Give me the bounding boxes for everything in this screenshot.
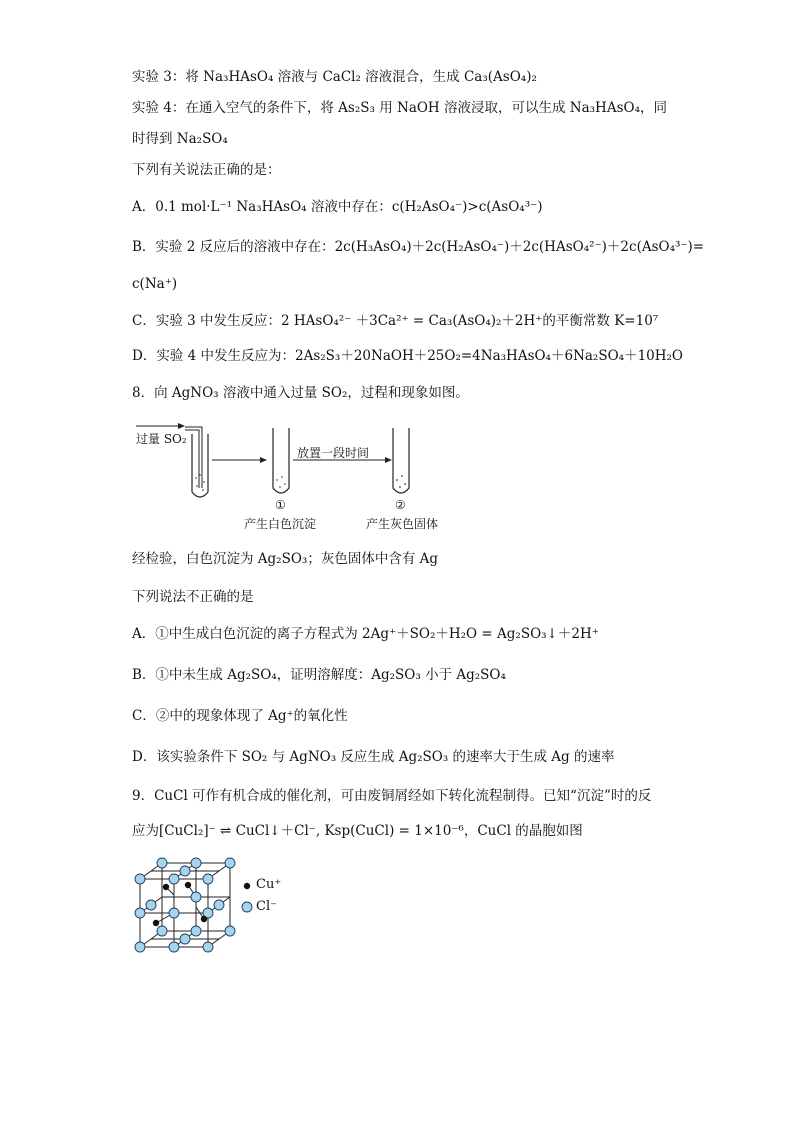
q9-stem-cont: 应为[CuCl₂]⁻ ⇌ CuCl↓＋Cl⁻, Ksp(CuCl) = 1×10⁻⁶，CuCl 的晶胞如图 [132,823,583,839]
q7-option-b: B．实验 2 反应后的溶液中存在：2c(H₃AsO₄)＋2c(H₂AsO₄⁻)＋2c(HAsO₄²⁻)＋2c(AsO₄³⁻)= [132,239,705,255]
line-exp4-cont: 时得到 Na₂SO₄ [132,131,228,147]
line-exp4: 实验 4：在通入空气的条件下，将 As₂S₃ 用 NaOH 溶液浸取，可以生成 Na₃HAsO₄，同 [132,100,667,116]
q8-figure [130,420,460,535]
q7-stem: 下列有关说法正确的是： [132,162,281,178]
q8-stem-2: 下列说法不正确的是 [132,589,254,605]
q8-option-c: C．②中的现象体现了 Ag⁺的氧化性 [132,708,348,724]
q9-stem: 9．CuCl 可作有机合成的催化剂，可由废铜屑经如下转化流程制得。已知“沉淀”时的反 [132,788,652,804]
q8-option-a: A．①中生成白色沉淀的离子方程式为 2Ag⁺＋SO₂＋H₂O = Ag₂SO₃↓＋2H⁺ [132,626,599,642]
q9-unit-cell-figure [130,855,300,955]
q8-result: 经检验，白色沉淀为 Ag₂SO₃；灰色固体中含有 Ag [132,551,439,567]
q8-arrow-label: 放置一段时间 [297,446,370,460]
line-exp3: 实验 3：将 Na₃HAsO₄ 溶液与 CaCl₂ 溶液混合，生成 Ca₃(AsO₄)₂ [132,69,537,85]
q8-stem: 8．向 AgNO₃ 溶液中通入过量 SO₂，过程和现象如图。 [132,385,469,401]
q7-option-c: C．实验 3 中发生反应：2 HAsO₄²⁻ ＋3Ca²⁺ = Ca₃(AsO₄)₂＋2H⁺的平衡常数 K=10⁷ [132,313,659,329]
q8-option-b: B．①中未生成 Ag₂SO₄，证明溶解度：Ag₂SO₃ 小于 Ag₂SO₄ [132,667,506,683]
q8-tube1-number: ① [275,498,286,512]
q8-option-d: D．该实验条件下 SO₂ 与 AgNO₃ 反应生成 Ag₂SO₃ 的速率大于生成 Ag 的速率 [132,749,615,765]
legend-cu-marker [244,883,250,889]
q8-tube2-number: ② [395,498,406,512]
q8-gas-label: 过量 SO₂ [136,432,187,446]
legend-cl-marker [242,902,252,912]
q7-option-a: A．0.1 mol·L⁻¹ Na₃HAsO₄ 溶液中存在：c(H₂AsO₄⁻)>c(AsO₄³⁻) [132,199,543,215]
legend-cu-label: Cu⁺ [256,877,282,892]
q8-tube1-caption: 产生白色沉淀 [244,517,317,531]
q7-option-b-cont: c(Na⁺) [132,276,178,292]
q7-option-d: D．实验 4 中发生反应为：2As₂S₃＋20NaOH＋25O₂=4Na₃HAsO₄＋6Na₂SO₄＋10H₂O [132,348,683,364]
legend-cl-label: Cl⁻ [256,899,277,914]
q8-tube2-caption: 产生灰色固体 [366,517,439,531]
